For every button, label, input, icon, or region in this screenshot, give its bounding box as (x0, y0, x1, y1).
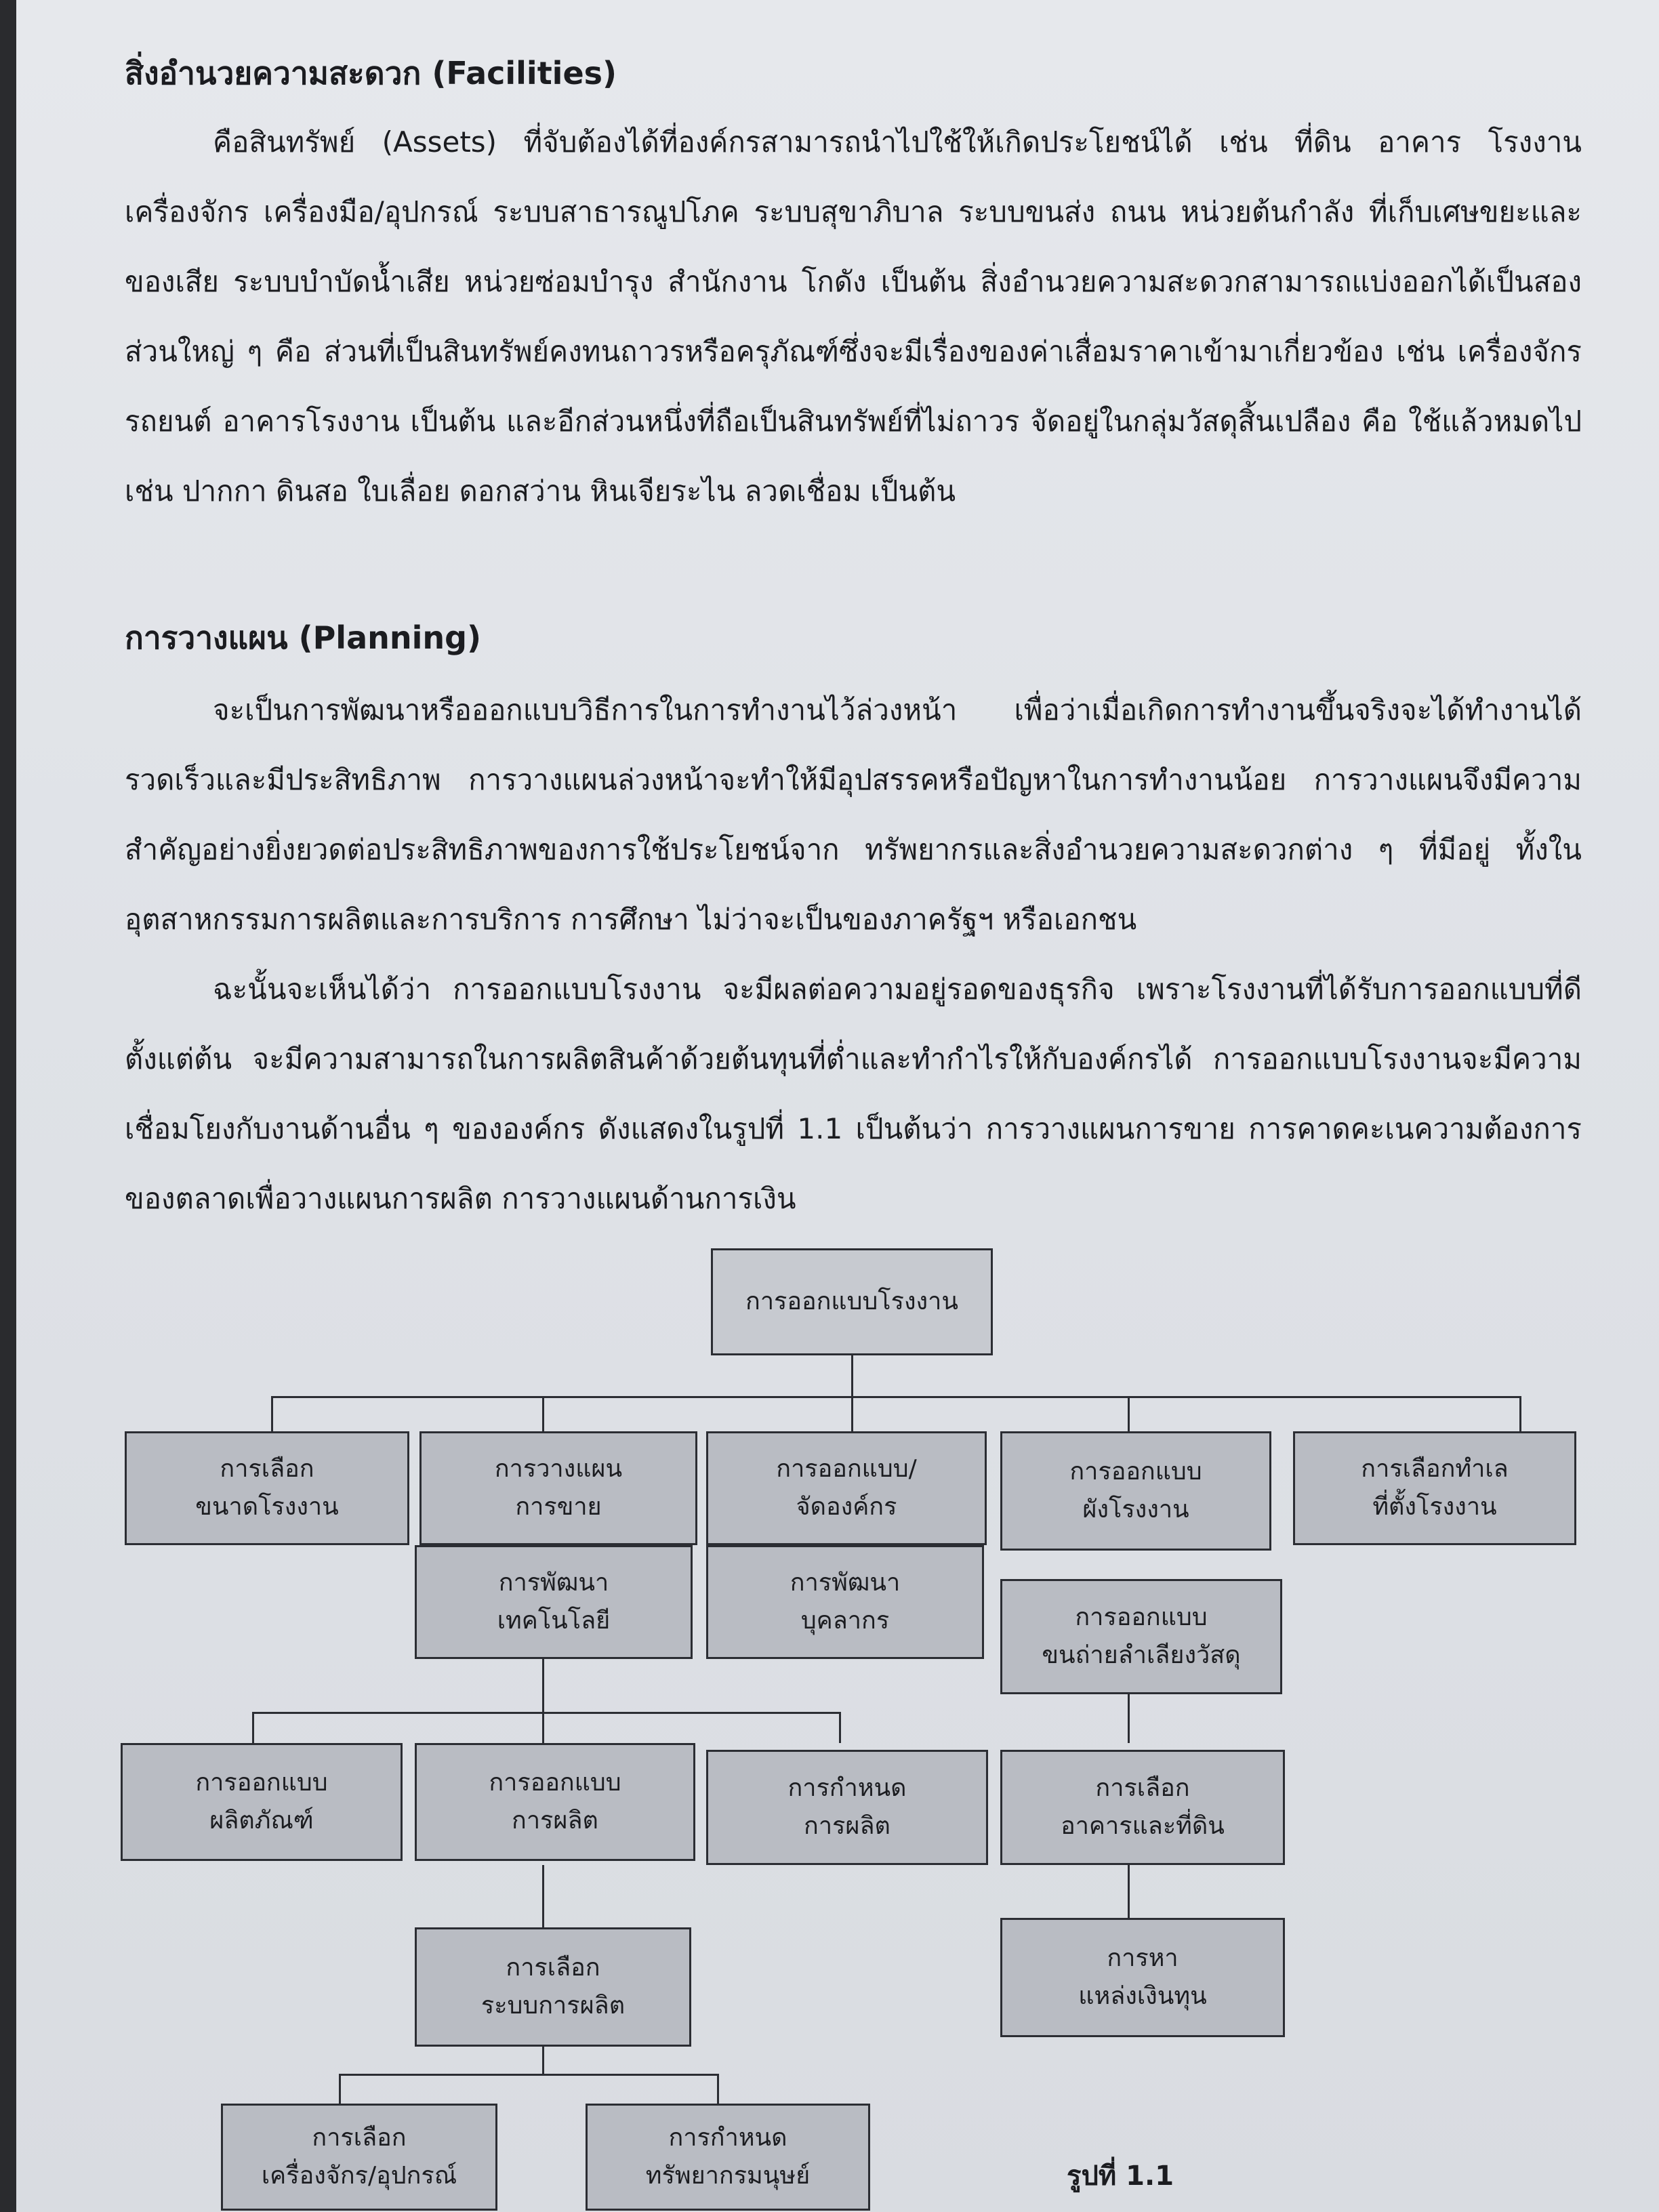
node-hr-dev: การพัฒนา บุคลากร (706, 1545, 984, 1659)
planning-heading: การวางแผน (Planning) (125, 619, 482, 656)
node-production-system: การเลือก ระบบการผลิต (415, 1927, 691, 2047)
facilities-heading: สิ่งอำนวยความสะดวก (Facilities) (125, 55, 617, 91)
node-tech-dev: การพัฒนา เทคโนโลยี (415, 1545, 693, 1659)
planning-paragraph-2: ฉะนั้นจะเห็นได้ว่า การออกแบบโรงงาน จะมีผลต่อความอยู่รอดของธุรกิจ เพราะโรงงานที่ได้รับการออกแบบที่ดีตั้งแต่ต้น จะมีความสามารถในการผลิตสินค้าด้วยต้นทุนที่ต่ำและทำกำไรให้กับองค์กรได้ การออกแบบโรงงานจะมีความเชื่อมโยงกับงานด้านอื่น ๆ ขององค์กร ดังแสดงในรูปที่ 1.1 เป็นต้นว่า การวางแผนการขาย การคาดคะเนความต้องการของตลาดเพื่อวางแผนการผลิต การวางแผนด้านการเงิน (125, 972, 1582, 1215)
node-product-design: การออกแบบ ผลิตภัณฑ์ (121, 1743, 403, 1861)
planning-paragraph-1: จะเป็นการพัฒนาหรือออกแบบวิธีการในการทำงานไว้ล่วงหน้า เพื่อว่าเมื่อเกิดการทำงานขึ้นจริงจะได้ทำงานได้รวดเร็วและมีประสิทธิภาพ การวางแผนล่วงหน้าจะทำให้มีอุปสรรคหรือปัญหาในการทำงานน้อย การวางแผนจึงมีความสำคัญอย่างยิ่งยวดต่อประสิทธิภาพของการใช้ประโยชน์จาก ทรัพยากรและสิ่งอำนวยความสะดวกต่าง ๆ ที่มีอยู่ ทั้งในอุตสาหกรรมการผลิตและการบริการ การศึกษา ไม่ว่าจะเป็นของภาครัฐฯ หรือเอกชน (125, 693, 1582, 936)
node-plant-design: การออกแบบโรงงาน (711, 1248, 993, 1355)
facilities-paragraph: คือสินทรัพย์ (Assets) ที่จับต้องได้ที่องค์กรสามารถนำไปใช้ให้เกิดประโยชน์ได้ เช่น ที่ดิน อาคาร โรงงาน เครื่องจักร เครื่องมือ/อุปกรณ์ ระบบสาธารณูปโภค ระบบสุขาภิบาล ระบบขนส่ง ถนน หน่วยต้นกำลัง ที่เก็บเศษขยะและของเสีย ระบบบำบัดน้ำเสีย หน่วยซ่อมบำรุง สำนักงาน โกดัง เป็นต้น สิ่งอำนวยความสะดวกสามารถแบ่งออกได้เป็นสองส่วนใหญ่ ๆ คือ ส่วนที่เป็นสินทรัพย์คงทนถาวรหรือครุภัณฑ์ซึ่งจะมีเรื่องของค่าเสื่อมราคาเข้ามาเกี่ยวข้อง เช่น เครื่องจักร รถยนต์ อาคารโรงงาน เป็นต้น และอีกส่วนหนึ่งที่ถือเป็นสินทรัพย์ที่ไม่ถาวร จัดอยู่ในกลุ่มวัสดุสิ้นเปลือง คือ ใช้แล้วหมดไป เช่น ปากกา ดินสอ ใบเลื่อย ดอกสว่าน หินเจียระไน ลวดเชื่อม เป็นต้น (125, 125, 1582, 508)
node-machine-select: การเลือก เครื่องจักร/อุปกรณ์ (221, 2104, 497, 2211)
node-handling-design: การออกแบบ ขนถ่ายลำเลียงวัสดุ (1000, 1579, 1282, 1694)
node-building-land: การเลือก อาคารและที่ดิน (1000, 1750, 1285, 1865)
node-org-design: การออกแบบ/ จัดองค์กร (706, 1431, 987, 1545)
node-location: การเลือกทำเล ที่ตั้งโรงงาน (1293, 1431, 1576, 1545)
plant-design-diagram (111, 1240, 1589, 2212)
node-production-spec: การกำหนด การผลิต (706, 1750, 988, 1865)
node-manpower: การกำหนด ทรัพยากรมนุษย์ (586, 2104, 870, 2211)
node-funding: การหา แหล่งเงินทุน (1000, 1918, 1285, 2037)
node-sales-plan: การวางแผน การขาย (419, 1431, 697, 1545)
node-plant-size: การเลือก ขนาดโรงงาน (125, 1431, 409, 1545)
node-process-design: การออกแบบ การผลิต (415, 1743, 695, 1861)
figure-caption: รูปที่ 1.1 (1067, 2160, 1174, 2192)
text-content (125, 39, 1582, 1233)
node-layout-design: การออกแบบ ผังโรงงาน (1000, 1431, 1271, 1551)
book-page (16, 0, 1659, 2212)
